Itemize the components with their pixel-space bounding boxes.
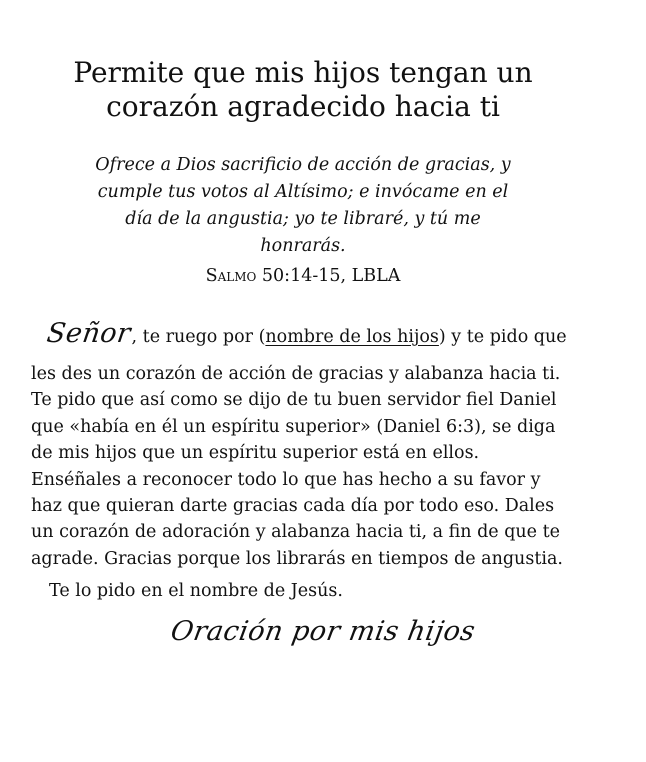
prayer-opening-word: Señor — [44, 318, 133, 349]
prayer-line: les des un corazón de acción de gracias y alabanza hacia ti. — [31, 364, 561, 384]
prayer-first-line — [44, 316, 587, 355]
reference-book: Salmo — [205, 266, 257, 286]
verse-line-4: honrarás. — [260, 236, 346, 256]
prayer-line: agrade. Gracias porque los librarás en tiempos de angustia. — [31, 548, 563, 569]
reference-citation: 50:14-15, LBLA — [256, 266, 401, 286]
prayer-line: un corazón de adoración y alabanza hacia ti, a fin de que te — [31, 522, 560, 543]
signature-text: Oración por mis hijos — [168, 616, 478, 647]
prayer-line: que «había en él un espíritu superior» (Daniel 6:3), se diga — [31, 416, 556, 437]
prayer-line: Enséñales a reconocer todo lo que has hecho a su favor y — [31, 469, 541, 490]
verse-line-2: cumple tus votos al Altísimo; e invócame en el — [97, 182, 509, 202]
prayer-body — [31, 361, 591, 572]
book-signature — [0, 612, 646, 652]
prayer-first-line-b: ) y te pido que — [438, 327, 567, 347]
title-line-1: Permite que mis hijos tengan un — [73, 56, 533, 89]
prayer-first-line-a: , te ruego por ( — [131, 327, 266, 347]
verse-line-3: día de la angustia; yo te libraré, y tú me — [125, 209, 481, 229]
title-line-2: corazón agradecido hacia ti — [106, 90, 500, 123]
prayer-line: de mis hijos que un espíritu superior está en ellos. — [31, 443, 480, 464]
children-name-placeholder: nombre de los hijos — [265, 327, 439, 347]
scripture-verse — [84, 152, 522, 260]
prayer-line: haz que quieran darte gracias cada día por todo eso. Dales — [31, 496, 555, 517]
prayer-line: Te pido que así como se dijo de tu buen servidor fiel Daniel — [31, 390, 557, 411]
scripture-reference — [84, 264, 522, 288]
page-title — [40, 56, 566, 124]
prayer-closing: Te lo pido en el nombre de Jesús. — [49, 581, 343, 601]
verse-line-1: Ofrece a Dios sacrificio de acción de gracias, y — [95, 155, 511, 175]
